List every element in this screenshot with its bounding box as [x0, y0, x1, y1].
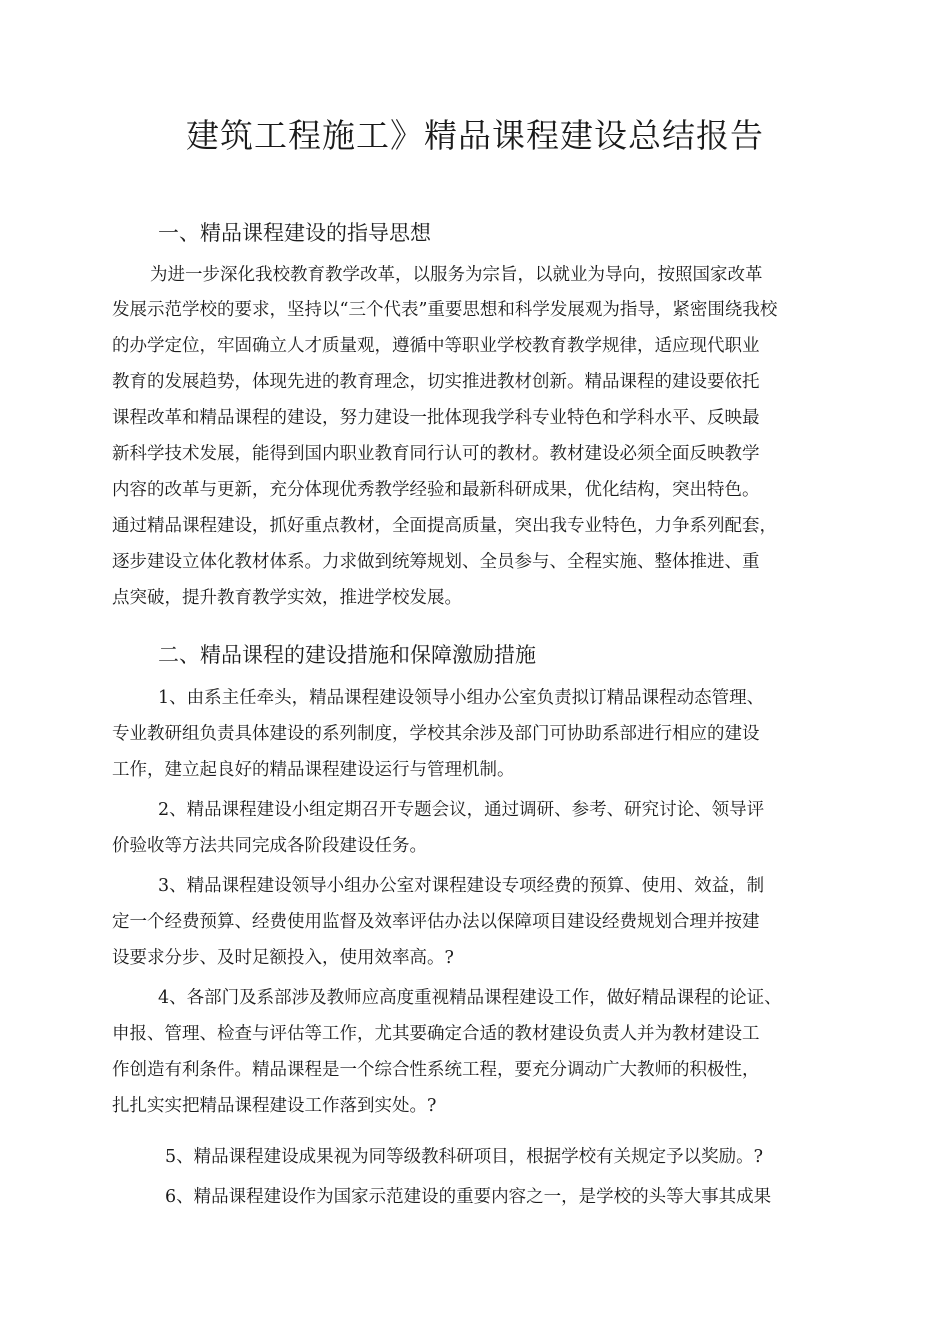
item-3-line: 3、精品课程建设领导小组办公室对课程建设专项经费的预算、使用、效益，制: [158, 876, 765, 896]
item-3-line: 设要求分步、及时足额投入，使用效率高。?: [112, 948, 454, 968]
section-1-line: 新科学技术发展，能得到国内职业教育同行认可的教材。教材建设必须全面反映教学: [112, 444, 760, 464]
item-6-line: 6、精品课程建设作为国家示范建设的重要内容之一，是学校的头等大事其成果: [165, 1187, 772, 1207]
item-3-line: 定一个经费预算、经费使用监督及效率评估办法以保障项目建设经费规划合理并按建: [112, 912, 760, 932]
item-4-line: 作创造有利条件。精品课程是一个综合性系统工程，要充分调动广大教师的积极性，: [112, 1060, 760, 1080]
item-5-line: 5、精品课程建设成果视为同等级教科研项目，根据学校有关规定予以奖励。?: [165, 1147, 764, 1167]
document-title: 建筑工程施工》精品课程建设总结报告: [186, 116, 764, 155]
section-1-line: 教育的发展趋势，体现先进的教育理念，切实推进教材创新。精品课程的建设要依托: [112, 372, 760, 392]
section-1-heading: 一、精品课程建设的指导思想: [158, 221, 431, 245]
section-1-line: 的办学定位，牢固确立人才质量观，遵循中等职业学校教育教学规律，适应现代职业: [112, 336, 760, 356]
section-2-heading: 二、精品课程的建设措施和保障激励措施: [158, 643, 536, 667]
section-1-line: 为进一步深化我校教育教学改革，以服务为宗旨，以就业为导向，按照国家改革: [150, 265, 763, 285]
item-1-line: 专业教研组负责具体建设的系列制度，学校其余涉及部门可协助系部进行相应的建设: [112, 724, 760, 744]
section-1-line: 发展示范学校的要求，坚持以“三个代表”重要思想和科学发展观为指导，紧密围绕我校: [112, 300, 778, 320]
item-4-line: 申报、管理、检查与评估等工作，尤其要确定合适的教材建设负责人并为教材建设工: [112, 1024, 760, 1044]
section-1-line: 逐步建设立体化教材体系。力求做到统筹规划、全员参与、全程实施、整体推进、重: [112, 552, 760, 572]
item-2-line: 价验收等方法共同完成各阶段建设任务。: [112, 836, 427, 856]
section-1-line: 课程改革和精品课程的建设，努力建设一批体现我学科专业特色和学科水平、反映最: [112, 408, 760, 428]
item-1-line: 1、由系主任牵头，精品课程建设领导小组办公室负责拟订精品课程动态管理、: [158, 688, 765, 708]
section-1-line: 点突破，提升教育教学实效，推进学校发展。: [112, 588, 462, 608]
section-1-line: 内容的改革与更新，充分体现优秀教学经验和最新科研成果，优化结构，突出特色。: [112, 480, 760, 500]
item-2-line: 2、精品课程建设小组定期召开专题会议，通过调研、参考、研究讨论、领导评: [158, 800, 765, 820]
item-4-line: 扎扎实实把精品课程建设工作落到实处。?: [112, 1096, 437, 1116]
item-1-line: 工作，建立起良好的精品课程建设运行与管理机制。: [112, 760, 515, 780]
item-4-line: 4、各部门及系部涉及教师应高度重视精品课程建设工作，做好精品课程的论证、: [158, 988, 782, 1008]
section-1-line: 通过精品课程建设，抓好重点教材，全面提高质量，突出我专业特色，力争系列配套，: [112, 516, 777, 536]
